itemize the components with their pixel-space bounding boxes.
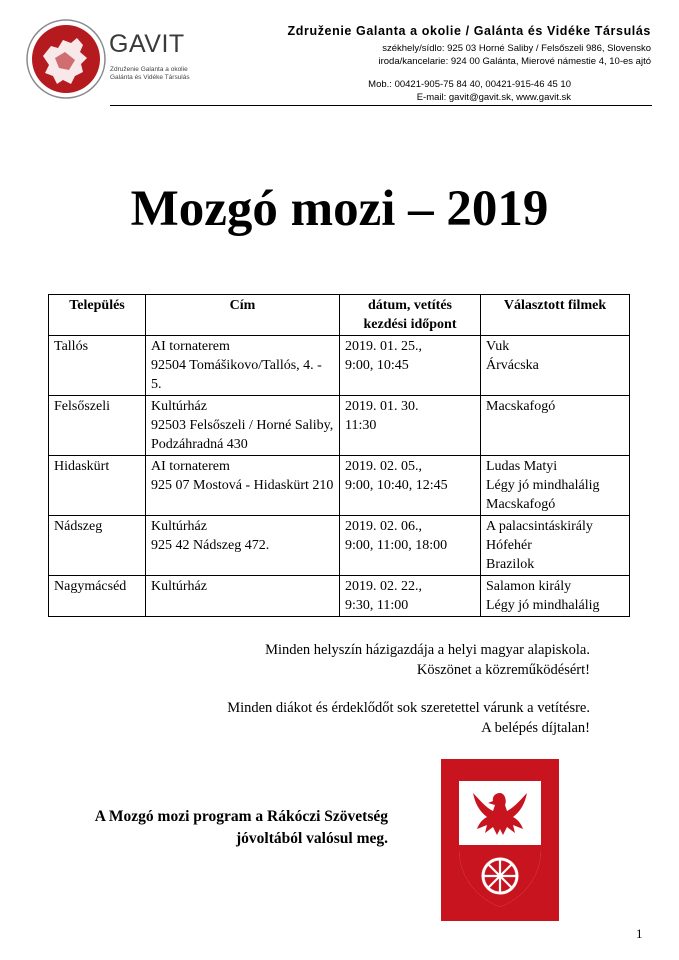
contact-block [288,78,651,104]
screening-schedule-table [48,294,630,617]
column-header-films: Választott filmek [481,295,630,336]
logo-subtitle-line: Združenie Galanta a okolie [110,66,188,73]
date-cell [340,396,481,456]
table-row [49,336,630,396]
time-line: 9:00, 10:45 [345,358,409,373]
address-cell [146,396,340,456]
film-title: Brazilok [486,557,535,572]
column-header-address: Cím [146,295,340,336]
address-line: 925 07 Mostová - Hidaskürt 210 [151,478,334,493]
address-cell [146,576,340,617]
date-cell [340,336,481,396]
table-row [49,456,630,516]
free-entry-note: A belépés díjtalan! [481,720,590,736]
film-title: Árvácska [486,358,539,373]
date-line: 2019. 02. 05., [345,459,422,474]
address-cell [146,336,340,396]
film-title: Vuk [486,339,510,354]
logo-subtitle-line: Galánta és Vidéke Társulás [110,74,190,81]
time-line: 9:00, 11:00, 18:00 [345,538,448,553]
town-cell: Nagymácséd [49,576,146,617]
date-cell [340,456,481,516]
films-cell [481,576,630,617]
time-line: 11:30 [345,418,377,433]
film-title: Ludas Matyi [486,459,558,474]
thanks-note: Köszönet a közreműködésért! [416,662,590,678]
address-line: Kultúrház [151,519,207,534]
film-title: Hófehér [486,538,532,553]
table-header-row [49,295,630,336]
phone-numbers: Mob.: 00421-905-75 84 40, 00421-915-46 45 10 [368,79,571,90]
email-web: E-mail: gavit@gavit.sk, www.gavit.sk [416,92,571,103]
date-line: 2019. 02. 06., [345,519,422,534]
organization-name: Združenie Galanta a okolie / Galánta és Vidéke Társulás [287,24,651,38]
town-cell: Nádszeg [49,516,146,576]
organization-header [288,24,651,104]
sponsor-credit [0,806,388,850]
address-line: AI tornaterem [151,459,230,474]
town-cell: Hidaskürt [49,456,146,516]
films-cell [481,336,630,396]
address-line: 925 42 Nádszeg 472. [151,538,270,553]
gavit-logo-emblem [25,18,107,100]
column-header-date: dátum, vetítés kezdési időpont [340,295,481,336]
film-title: Légy jó mindhalálig [486,478,600,493]
address-line: Kultúrház [151,579,207,594]
time-line: 9:00, 10:40, 12:45 [345,478,448,493]
film-title: A palacsintáskirály [486,519,593,534]
table-row [49,516,630,576]
page-number: 1 [636,926,643,941]
films-cell [481,516,630,576]
office-address: iroda/kancelarie: 924 00 Galánta, Mierové námestie 4, 10-es ajtó [378,56,651,67]
page-title: Mozgó mozi – 2019 [130,181,549,237]
date-cell [340,516,481,576]
town-cell: Felsőszeli [49,396,146,456]
table-row [49,396,630,456]
films-cell [481,396,630,456]
host-note: Minden helyszín házigazdája a helyi magyar alapiskola. [265,642,590,658]
film-title: Légy jó mindhalálig [486,598,600,613]
date-line: 2019. 01. 30. [345,399,419,414]
address-cell [146,456,340,516]
header-divider [110,105,652,106]
date-line: 2019. 01. 25., [345,339,422,354]
film-title: Macskafogó [486,399,556,414]
time-line: 9:30, 11:00 [345,598,409,613]
logo-wordmark: GAVIT [109,30,185,58]
address-line: AI tornaterem [151,339,230,354]
address-line: 92504 Tomášikovo/Tallós, 4. - 5. [151,358,322,392]
address-cell [146,516,340,576]
address-line: 92503 Felsőszeli / Horné Saliby, Podzáhradná 430 [151,418,334,452]
town-cell: Tallós [49,336,146,396]
logo-subtitle [110,66,190,82]
date-cell [340,576,481,617]
table-row [49,576,630,617]
credit-line: A Mozgó mozi program a Rákóczi Szövetség [94,808,388,825]
films-cell [481,456,630,516]
address-line: Kultúrház [151,399,207,414]
column-header-town: Település [49,295,146,336]
seat-address: székhely/sídlo: 925 03 Horné Saliby / Felsőszeli 986, Slovensko [382,43,651,54]
rakoczi-emblem [441,759,559,921]
date-line: 2019. 02. 22., [345,579,422,594]
invite-note: Minden diákot és érdeklődőt sok szeretettel várunk a vetítésre. [227,700,590,716]
credit-line: jóvoltából valósul meg. [236,830,388,847]
film-title: Salamon király [486,579,572,594]
notes-block [227,640,590,738]
film-title: Macskafogó [486,497,556,512]
